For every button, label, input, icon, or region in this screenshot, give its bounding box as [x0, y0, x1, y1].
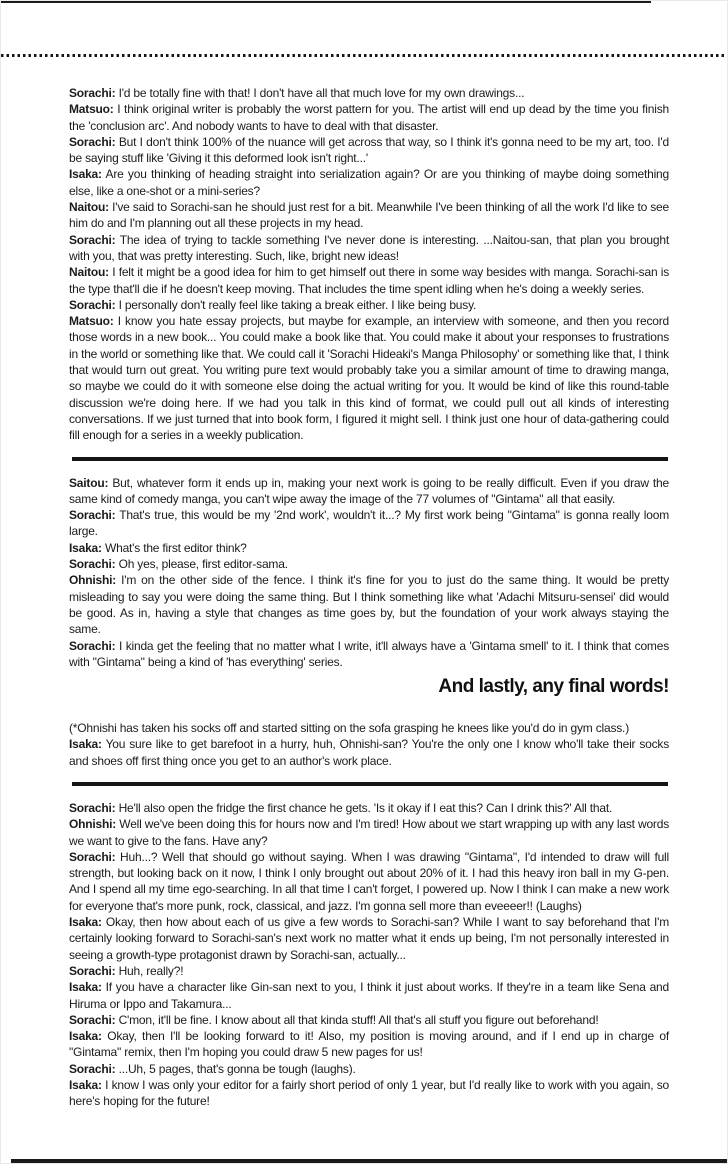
- speaker-name: Sorachi:: [69, 800, 116, 815]
- dialogue-paragraph: [69, 166, 669, 199]
- speaker-name: Isaka:: [69, 1078, 102, 1093]
- dialogue-paragraph: [69, 313, 669, 443]
- speaker-name: Saitou:: [69, 475, 109, 490]
- speaker-name: Isaka:: [69, 167, 102, 182]
- speaker-name: Naitou:: [69, 200, 109, 215]
- dialogue-paragraph: [69, 1028, 669, 1061]
- speaker-name: Sorachi:: [69, 232, 116, 247]
- dialogue-paragraph: [69, 264, 669, 297]
- dialogue-paragraph: [69, 1061, 669, 1077]
- dialogue-paragraph: [69, 720, 669, 736]
- dialogue-paragraph: [69, 736, 669, 769]
- dialogue-text: That's true, this would be my '2nd work', wouldn't it...? My first work being "Gintama" is gonna really loom large.: [69, 508, 669, 539]
- dialogue-text: Huh, really?!: [118, 963, 184, 978]
- dialogue-text: I think original writer is probably the worst pattern for you. The artist will end up dead by the time you finish the 'conclusion arc'. And nobody wants to have to deal with that disaster.: [69, 102, 669, 133]
- dialogue-paragraph: [69, 914, 669, 963]
- dialogue-paragraph: [69, 475, 669, 508]
- speaker-name: Isaka:: [69, 540, 102, 555]
- dialogue-section: [69, 85, 669, 444]
- dialogue-paragraph: [69, 816, 669, 849]
- dotted-separator: [1, 54, 727, 57]
- speaker-name: Sorachi:: [69, 849, 116, 864]
- dialogue-paragraph: [69, 1012, 669, 1028]
- page-bottom-edge: [11, 1159, 727, 1163]
- speaker-name: Sorachi:: [69, 297, 116, 312]
- dialogue-text: Are you thinking of heading straight into serialization again? Or are you thinking of maybe doing something else, like a one-shot or a mini-series?: [69, 167, 669, 198]
- speaker-name: Ohnishi:: [69, 817, 117, 832]
- speaker-name: Ohnishi:: [69, 573, 117, 588]
- dialogue-text: I personally don't really feel like taking a break either. I like being busy.: [118, 297, 477, 312]
- speaker-name: Isaka:: [69, 1029, 102, 1044]
- dialogue-text: I'd be totally fine with that! I don't have all that much love for my own drawings...: [118, 86, 525, 100]
- dialogue-paragraph: [69, 540, 669, 556]
- dialogue-paragraph: [69, 556, 669, 572]
- dialogue-paragraph: [69, 1077, 669, 1110]
- dialogue-text: If you have a character like Gin-san next to you, I think it just about works. If they're in a team like Sena and Hiruma or Ippo and Takamura...: [69, 980, 669, 1011]
- speaker-name: Isaka:: [69, 980, 102, 995]
- dialogue-text: Oh yes, please, first editor-sama.: [118, 557, 288, 572]
- dialogue-text: But I don't think 100% of the nuance will get across that way, so I think it's gonna need to be my art, too. I'd be saying stuff like 'Giving it this deformed look isn't right...': [69, 134, 669, 166]
- dialogue-paragraph: [69, 232, 669, 265]
- dialogue-text: ...Uh, 5 pages, that's gonna be tough (laughs).: [118, 1061, 356, 1076]
- final-words-heading: And lastly, any final words!: [438, 676, 669, 698]
- speaker-name: Sorachi:: [69, 1012, 116, 1027]
- dialogue-paragraph: [69, 849, 669, 914]
- dialogue-text: I know I was only your editor for a fairly short period of only 1 year, but I'd really like to work with you again, so here's hoping for the future!: [69, 1078, 670, 1109]
- dialogue-text: (*Ohnishi has taken his socks off and started sitting on the sofa grasping he knees like you'd do in gym class.): [69, 721, 629, 736]
- speaker-name: Sorachi:: [69, 963, 116, 978]
- transcript-content: [69, 85, 669, 1110]
- dialogue-paragraph: [69, 800, 669, 816]
- dialogue-text: I'm on the other side of the fence. I think it's fine for you to just do the same thing. It would be pretty misleading to say you were doing the same thing. But I think something like what 'Adachi Mitsuru-sensei' did would be good. As in, having a style that changes as time goes by, but the foundation of your work always staying the same.: [69, 573, 670, 637]
- dialogue-text: You sure like to get barefoot in a hurry, huh, Ohnishi-san? You're the only one I know who'll take their socks and shoes off first thing once you get to an author's work place.: [69, 737, 669, 768]
- speaker-name: Sorachi:: [69, 508, 116, 523]
- dialogue-text: But, whatever form it ends up in, making your next work is going to be really difficult. Even if you draw the same kind of comedy manga, you can't wipe away the image of the 77 volumes of "Gintama" all that easily.: [69, 475, 669, 506]
- speaker-name: Matsuo:: [69, 314, 114, 329]
- dialogue-paragraph: [69, 101, 669, 134]
- dialogue-text: Okay, then I'll be looking forward to it! Also, my position is moving around, and if I end up in charge of "Gintama" remix, then I'm hoping you could draw 5 new pages for us!: [69, 1029, 669, 1060]
- dialogue-text: He'll also open the fridge the first chance he gets. 'Is it okay if I eat this? Can I drink this?' All that.: [118, 800, 613, 815]
- dialogue-paragraph: [69, 297, 669, 313]
- dialogue-text: The idea of trying to tackle something I've never done is interesting. ...Naitou-san, that plan you brought with you, that was pretty interesting. Such, like, bright new ideas!: [69, 232, 669, 263]
- page-top-edge: [1, 1, 651, 3]
- dialogue-paragraph: [69, 134, 669, 167]
- dialogue-paragraph: [69, 572, 669, 637]
- dialogue-paragraph: [69, 85, 669, 101]
- dialogue-paragraph: [69, 199, 669, 232]
- dialogue-text: What's the first editor think?: [104, 540, 247, 555]
- dialogue-paragraph: [69, 638, 669, 671]
- dialogue-section: [69, 475, 669, 671]
- dialogue-text: I felt it might be a good idea for him to get himself out there in some way besides with manga. Sorachi-san is the type that'll die if he doesn't keep moving. That includes the time spent idling when he's doing a weekly series.: [69, 265, 669, 296]
- dialogue-text: I know you hate essay projects, but maybe for example, an interview with someone, and then you record those words in a new book... You could make a book like that. You could make it about your responses to frustrations in the world or something like that. We could call it 'Sorachi Hideaki's Manga Philosophy' or something like that, I think that would turn out great. You writing pure text would probably take you a similar amount of time to drawing manga, so maybe we could do it with someone else doing the actual writing for you. It would be kind of like this round-table discussion we're doing here. If we had you talk in this kind of format, we could pull out all kinds of interesting conversations. If we just turned that into book form, I figured it might sell. I think just one hour of data-gathering could fill enough for a series in a weekly publication.: [69, 314, 669, 443]
- dialogue-text: Okay, then how about each of us give a few words to Sorachi-san? While I want to say beforehand that I'm certainly looking forward to Sorachi-san's next work no matter what it ends up being, I'm not personally interested in seeing a growth-type protagonist drawn by Sorachi-san, actually...: [69, 915, 669, 962]
- speaker-name: Sorachi:: [69, 86, 116, 100]
- dialogue-text: I've said to Sorachi-san he should just rest for a bit. Meanwhile I've been thinking of all the work I'd like to see him do and I'm planning out all these projects in my head.: [69, 200, 670, 231]
- dialogue-section: [69, 800, 669, 1110]
- section-divider: [72, 457, 668, 461]
- speaker-name: Naitou:: [69, 265, 109, 280]
- speaker-name: Sorachi:: [69, 638, 116, 653]
- speaker-name: Isaka:: [69, 737, 102, 752]
- dialogue-paragraph: [69, 979, 669, 1012]
- speaker-name: Sorachi:: [69, 134, 116, 149]
- speaker-name: Sorachi:: [69, 1061, 116, 1076]
- dialogue-text: Huh...? Well that should go without saying. When I was drawing "Gintama", I'd intended to draw will full strength, but looking back on it now, I think I only brought out about 20% of it. I had this heavy iron ball in my G-pen. And I spend all my time ego-searching. In all that time I can't forget, I powered up. Now I think I can make a new work for everyone that's more punk, rock, classical, and jazz. I'm gonna sell more than eveeeer!! (Laughs): [69, 849, 669, 913]
- dialogue-paragraph: [69, 507, 669, 540]
- dialogue-text: Well we've been doing this for hours now and I'm tired! How about we start wrapping up with any last words we want to give to the fans. Have any?: [69, 817, 669, 848]
- dialogue-text: I kinda get the feeling that no matter what I write, it'll always have a 'Gintama smell' to it. I think that comes with "Gintama" being a kind of 'has everything' series.: [69, 638, 669, 669]
- section-divider: [72, 782, 668, 786]
- speaker-name: Isaka:: [69, 915, 102, 930]
- dialogue-paragraph: [69, 963, 669, 979]
- speaker-name: Sorachi:: [69, 557, 116, 572]
- dialogue-section: [69, 720, 669, 769]
- dialogue-text: C'mon, it'll be fine. I know about all that kinda stuff! All that's all stuff you figure out beforehand!: [118, 1012, 599, 1027]
- speaker-name: Matsuo:: [69, 102, 114, 117]
